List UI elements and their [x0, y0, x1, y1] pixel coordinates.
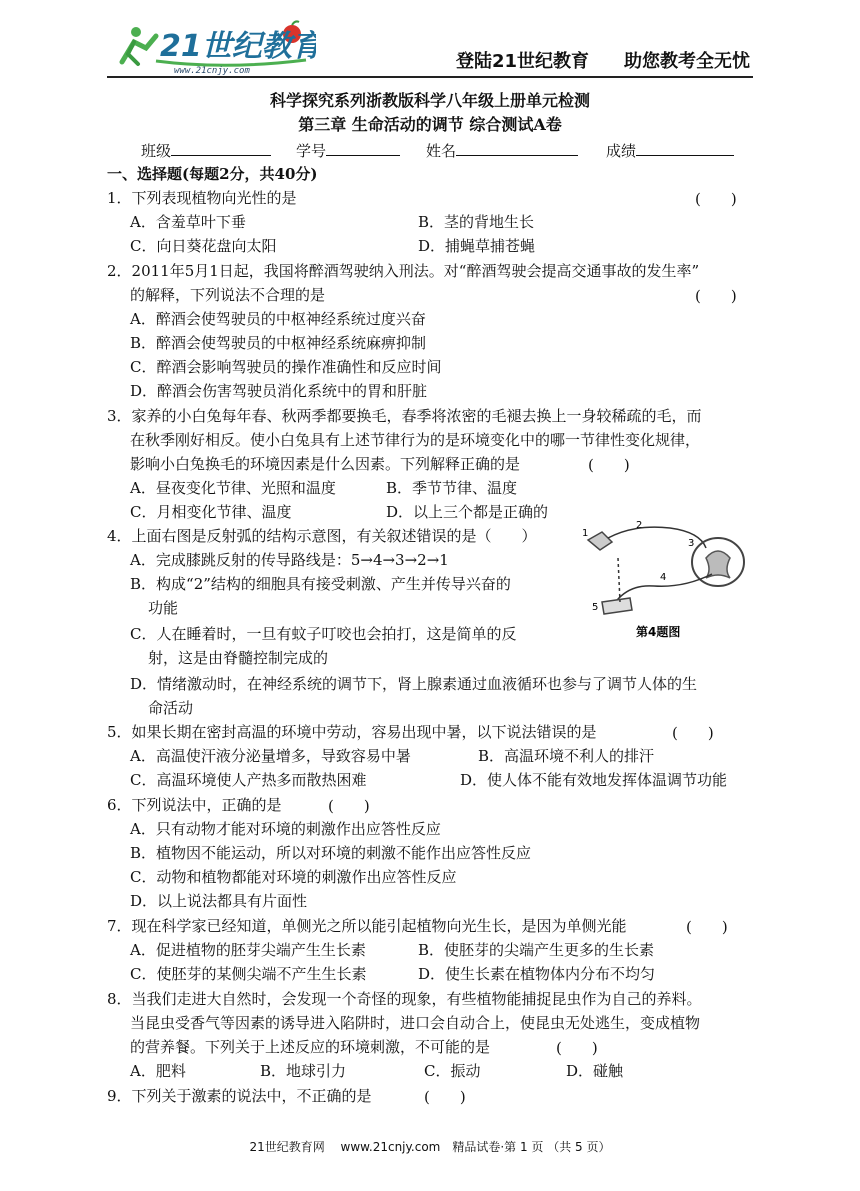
q4-option-b-1: B．构成“2”结构的细胞具有接受刺激、产生并传导兴奋的 — [130, 575, 511, 593]
runner-logo-icon — [122, 27, 156, 64]
q3-stem-2: 在秋季刚好相反。使小白兔具有上述节律行为的是环境变化中的哪一节律性变化规律， — [130, 431, 701, 449]
figure-label-5: 5 — [592, 602, 599, 613]
score-label: 成绩 — [606, 142, 637, 160]
figure-label-1: 1 — [582, 528, 589, 539]
figure-label-4: 4 — [660, 572, 667, 583]
q7-stem: 7．现在科学家已经知道，单侧光之所以能引起植物向光生长，是因为单侧光能 — [107, 917, 627, 935]
q3-stem-3: 影响小白兔换毛的环境因素是什么因素。下列解释正确的是 — [130, 455, 521, 473]
class-field — [141, 139, 271, 161]
q5-option-d: D．使人体不能有效地发挥体温调节功能 — [460, 771, 728, 789]
q6-option-d: D．以上说法都具有片面性 — [130, 892, 308, 910]
q3-answer-blank[interactable]: ( ) — [588, 456, 630, 474]
q7-answer-blank[interactable]: ( ) — [686, 918, 728, 936]
q3-option-c: C．月相变化节律、温度 — [130, 503, 292, 521]
name-field — [426, 139, 578, 161]
q2-option-a: A．醉酒会使驾驶员的中枢神经系统过度兴奋 — [130, 310, 426, 328]
q8-stem-3: 的营养餐。下列关于上述反应的环境刺激，不可能的是 — [130, 1038, 491, 1056]
q8-stem-1: 8．当我们走进大自然时，会发现一个奇怪的现象，有些植物能捕捉昆虫作为自己的养料。 — [107, 990, 702, 1008]
q5-option-c: C．高温环境使人产热多而散热困难 — [130, 771, 367, 789]
score-blank[interactable] — [636, 139, 734, 156]
q2-option-b: B．醉酒会使驾驶员的中枢神经系统麻痹抑制 — [130, 334, 427, 352]
q5-option-a: A．高温使汗液分泌量增多，导致容易中暑 — [130, 747, 411, 765]
figure-caption: 第4题图 — [636, 625, 681, 639]
q5-option-b: B．高温环境不利人的排汗 — [478, 747, 655, 765]
q8-stem-2: 当昆虫受香气等因素的诱导进入陷阱时，进口会自动合上，使昆虫无处逃生，变成植物 — [130, 1014, 701, 1032]
q6-option-b: B．植物因不能运动，所以对环境的刺激不能作出应答性反应 — [130, 844, 532, 862]
class-label: 班级 — [141, 142, 172, 160]
q1-option-a: A．含羞草叶下垂 — [130, 213, 246, 231]
q1-answer-blank[interactable]: ( ) — [695, 190, 737, 208]
q8-option-a: A．肥料 — [130, 1062, 186, 1080]
slogan-left: 登陆21世纪教育 — [456, 51, 590, 72]
q7-option-a: A．促进植物的胚芽尖端产生生长素 — [130, 941, 366, 959]
reflex-arc-diagram — [588, 527, 744, 614]
number-field — [296, 139, 400, 161]
class-blank[interactable] — [171, 139, 271, 156]
section-heading: 一、选择题(每题2分，共40分) — [107, 165, 318, 183]
q5-stem: 5．如果长期在密封高温的环境中劳动，容易出现中暑，以下说法错误的是 — [107, 723, 597, 741]
reflex-arc-figure — [574, 518, 764, 646]
q6-answer-blank[interactable]: ( ) — [328, 797, 370, 815]
logo-url: www.21cnjy.com — [174, 66, 250, 76]
name-label: 姓名 — [426, 142, 457, 160]
q2-stem-2: 的解释，下列说法不合理的是 — [130, 286, 326, 304]
logo-text: 21世纪教育 — [160, 29, 316, 64]
q3-option-d: D．以上三个都是正确的 — [386, 503, 549, 521]
q7-option-b: B．使胚芽的尖端产生更多的生长素 — [418, 941, 655, 959]
q7-option-c: C．使胚芽的某侧尖端不产生生长素 — [130, 965, 367, 983]
score-field — [606, 139, 734, 161]
q9-answer-blank[interactable]: ( ) — [424, 1088, 466, 1106]
number-blank[interactable] — [326, 139, 400, 156]
q1-stem: 1．下列表现植物向光性的是 — [107, 189, 297, 207]
q6-option-a: A．只有动物才能对环境的刺激作出应答性反应 — [130, 820, 441, 838]
q1-option-d: D．捕蝇草捕苍蝇 — [418, 237, 536, 255]
exam-subtitle: 第三章 生命活动的调节 综合测试A卷 — [298, 115, 562, 134]
q3-stem-1: 3．家养的小白兔每年春、秋两季都要换毛，春季将浓密的毛褪去换上一身较稀疏的毛，而 — [107, 407, 702, 425]
q4-option-d-2: 命活动 — [148, 699, 194, 717]
figure-label-2: 2 — [636, 520, 643, 531]
q1-option-b: B．茎的背地生长 — [418, 213, 535, 231]
number-label: 学号 — [296, 142, 327, 160]
q2-stem-1: 2．2011年5月1日起，我国将醉酒驾驶纳入刑法。对“醉酒驾驶会提高交通事故的发生率” — [107, 262, 700, 280]
q3-option-a: A．昼夜变化节律、光照和温度 — [130, 479, 336, 497]
q4-option-c-1: C．人在睡着时，一旦有蚊子叮咬也会拍打，这是简单的反 — [130, 625, 517, 643]
exam-title: 科学探究系列浙教版科学八年级上册单元检测 — [269, 91, 590, 110]
q8-option-c: C．振动 — [424, 1062, 481, 1080]
q3-option-b: B．季节节律、温度 — [386, 479, 518, 497]
q8-option-d: D．碰触 — [566, 1062, 624, 1080]
page-footer: 21世纪教育网 www.21cnjy.com 精品试卷·第 1 页 （共 5 页） — [249, 1140, 611, 1154]
slogan-right: 助您教考全无忧 — [624, 51, 750, 72]
header-divider — [107, 76, 753, 78]
q8-answer-blank[interactable]: ( ) — [556, 1039, 598, 1057]
site-logo — [116, 20, 316, 76]
q2-answer-blank[interactable]: ( ) — [695, 287, 737, 305]
q8-option-b: B．地球引力 — [260, 1062, 347, 1080]
q4-option-c-2: 射，这是由脊髓控制完成的 — [148, 649, 329, 667]
q2-option-d: D．醉酒会伤害驾驶员消化系统中的胃和肝脏 — [130, 382, 428, 400]
q4-stem: 4．上面右图是反射弧的结构示意图，有关叙述错误的是（ ） — [107, 527, 537, 545]
q6-stem: 6．下列说法中，正确的是 — [107, 796, 282, 814]
q2-option-c: C．醉酒会影响驾驶员的操作准确性和反应时间 — [130, 358, 442, 376]
q4-option-b-2: 功能 — [148, 599, 179, 617]
q6-option-c: C．动物和植物都能对环境的刺激作出应答性反应 — [130, 868, 457, 886]
q4-option-a: A．完成膝跳反射的传导路线是：5→4→3→2→1 — [130, 551, 449, 569]
q7-option-d: D．使生长素在植物体内分布不均匀 — [418, 965, 656, 983]
q4-option-d-1: D．情绪激动时，在神经系统的调节下，肾上腺素通过血液循环也参与了调节人体的生 — [130, 675, 698, 693]
q9-stem: 9．下列关于激素的说法中，不正确的是 — [107, 1087, 372, 1105]
figure-label-3: 3 — [688, 538, 695, 549]
q5-answer-blank[interactable]: ( ) — [672, 724, 714, 742]
q1-option-c: C．向日葵花盘向太阳 — [130, 237, 277, 255]
name-blank[interactable] — [456, 139, 578, 156]
